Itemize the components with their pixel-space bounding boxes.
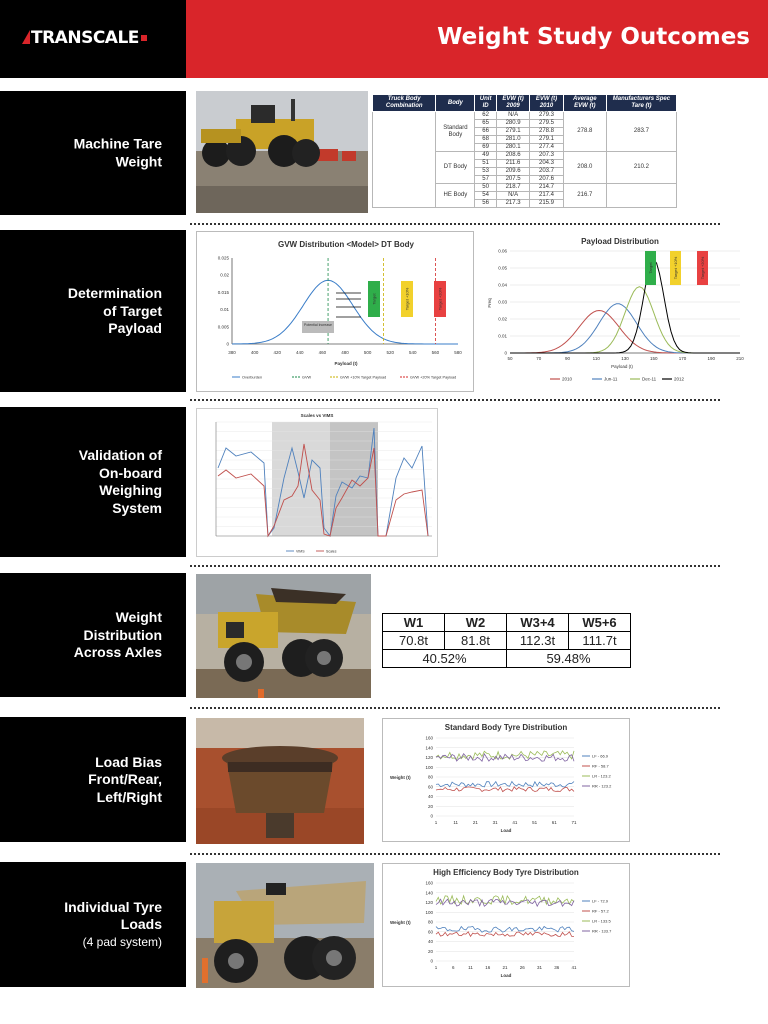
tare-cell-body: HE Body: [436, 184, 475, 208]
tare-cell: 207.6: [530, 176, 563, 184]
y-tick-label: 60: [427, 784, 433, 790]
tare-cell: 278.8: [530, 128, 563, 136]
y-tick-label: 160: [425, 735, 433, 741]
x-tick-label: 150: [649, 356, 658, 361]
y-tick-label: 0.06: [498, 248, 507, 254]
x-tick-label: 1: [434, 965, 438, 970]
x-tick-label: 11: [468, 965, 473, 970]
x-tick-label: 11: [453, 820, 459, 825]
tare-cell: 214.7: [530, 184, 563, 192]
divider: [190, 707, 720, 709]
row-label-text: Validation of On-board Weighing System: [78, 447, 162, 516]
chart-title: GVW Distribution <Model> DT Body: [278, 240, 414, 249]
y-axis-label: Weight (t): [390, 775, 411, 780]
row-label-text: Load Bias Front/Rear, Left/Right: [88, 753, 162, 805]
y-tick-label: 0.01: [498, 333, 507, 339]
x-tick-label: 6: [451, 965, 455, 970]
x-axis-label: Load: [500, 828, 512, 833]
annotation-label: Potential Increase: [303, 323, 333, 327]
x-tick-label: 50: [507, 356, 513, 361]
tare-cell: 280.1: [496, 144, 529, 152]
legend-label: 2010: [562, 376, 573, 382]
legend-label: VIMS: [296, 549, 305, 554]
x-tick-label: 110: [592, 356, 600, 361]
row-label-payload: [0, 230, 186, 392]
chart-frame: [383, 719, 630, 842]
logo-square-icon: [141, 35, 147, 41]
standard-body-tyre-chart: [382, 718, 630, 842]
series-line: [510, 304, 740, 353]
tare-col-unit: Unit ID: [475, 95, 496, 112]
y-tick-label: 0.05: [498, 265, 507, 271]
y-tick-label: 0: [430, 813, 433, 819]
y-tick-label: 120: [425, 900, 433, 905]
tare-cell-spec: 283.7: [606, 112, 676, 152]
tare-cell: 279.3: [530, 112, 563, 120]
axle-value-w34: 112.3t: [507, 632, 569, 650]
y-tick-label: 40: [427, 794, 433, 799]
tare-col-body: Body: [436, 95, 475, 112]
tare-cell-avg: 208.0: [563, 152, 606, 184]
header-logo-panel: [0, 0, 186, 78]
x-tick-label: 70: [536, 356, 542, 361]
tare-table: [372, 94, 677, 208]
tare-cell: 54: [475, 192, 496, 200]
y-tick-label: 60: [427, 929, 433, 935]
y-tick-label: 100: [425, 909, 433, 915]
x-tick-label: 460: [318, 350, 327, 355]
y-tick-label: 0.025: [217, 255, 229, 261]
tare-truck-photo: [196, 91, 368, 213]
y-tick-label: 80: [427, 919, 433, 925]
chart-frame: [197, 232, 474, 392]
axle-truck-photo: [196, 574, 371, 698]
tare-cell: 56: [475, 200, 496, 208]
y-tick-label: 120: [425, 755, 433, 760]
tare-col-evw2009: EVW (t) 2009: [496, 95, 529, 112]
x-tick-label: 31: [536, 965, 543, 970]
axle-header-w2: W2: [445, 614, 507, 632]
x-tick-label: 170: [678, 356, 687, 361]
tare-cell: 66: [475, 128, 496, 136]
tare-cell: 217.4: [530, 192, 563, 200]
legend-label: LR - 123.2: [592, 773, 611, 779]
y-tick-label: 0.03: [498, 299, 507, 305]
y-tick-label: 140: [425, 890, 433, 896]
legend-label: Dec-11: [642, 376, 657, 382]
axle-value-w1: 70.8t: [383, 632, 445, 650]
row-label-text: Weight Distribution Across Axles: [73, 608, 162, 660]
x-tick-label: 21: [502, 965, 508, 970]
tare-cell: 65: [475, 120, 496, 128]
y-tick-label: 20: [427, 948, 433, 954]
tare-cell: 207.5: [496, 176, 529, 184]
chart-title: High Efficiency Body Tyre Distribution: [433, 868, 579, 877]
x-tick-label: 130: [621, 356, 629, 361]
divider: [190, 223, 720, 225]
tare-cell: N/A: [496, 192, 529, 200]
tare-cell: 203.7: [530, 168, 563, 176]
tare-cell: 215.9: [530, 200, 563, 208]
x-tick-label: 31: [492, 820, 498, 825]
legend-label: LR - 133.5: [592, 918, 611, 924]
x-tick-label: 36: [554, 965, 560, 970]
legend-label: RR - 133.7: [592, 928, 612, 934]
y-tick-label: 100: [425, 764, 433, 770]
x-tick-label: 26: [519, 965, 525, 970]
legend-label: GVW: [302, 375, 312, 380]
y-tick-label: 0.005: [217, 324, 229, 330]
tare-col-evw2010: EVW (t) 2010: [530, 95, 563, 112]
payload-distribution-chart: [482, 231, 750, 389]
tare-cell: 62: [475, 112, 496, 120]
target-label: Target: [648, 262, 653, 274]
tare-cell: 57: [475, 176, 496, 184]
axle-header-w1: W1: [383, 614, 445, 632]
tare-cell: 53: [475, 168, 496, 176]
legend-label: Jun-11: [604, 376, 618, 382]
axle-split-front: 40.52%: [383, 650, 507, 668]
tare-cell: 279.1: [496, 128, 529, 136]
tare-table-row: [373, 112, 677, 120]
tare-cell: 50: [475, 184, 496, 192]
tare-cell: 69: [475, 144, 496, 152]
tare-cell: 204.3: [530, 160, 563, 168]
x-tick-label: 41: [512, 820, 518, 825]
tare-cell-body: DT Body: [436, 152, 475, 184]
target-label: Target +20%: [700, 256, 705, 280]
y-tick-label: 0.015: [217, 289, 229, 295]
tare-cell: 211.6: [496, 160, 529, 168]
legend-label: LF - 72.9: [592, 898, 609, 904]
tare-cell: 49: [475, 152, 496, 160]
scales-vs-vims-chart: [196, 408, 438, 557]
target-label: Target +20%: [437, 287, 443, 311]
tyre-truck-photo: [196, 863, 374, 988]
legend-label: GVW +20% Target Payload: [410, 375, 457, 380]
tare-cell-combination: [373, 112, 436, 208]
x-tick-label: 500: [363, 350, 372, 355]
tare-cell: 51: [475, 160, 496, 168]
y-tick-label: 0.02: [498, 316, 507, 322]
x-tick-label: 90: [564, 356, 571, 361]
legend-label: 2012: [674, 376, 685, 382]
y-axis-label: Weight (t): [390, 920, 411, 925]
tare-cell-spec: [606, 184, 676, 208]
y-tick-label: 0.04: [498, 282, 507, 288]
tare-col-avg: Average EVW (t): [563, 95, 606, 112]
row-label-load-bias: [0, 717, 186, 842]
tare-col-combination: Truck Body Combination: [373, 95, 436, 112]
x-tick-label: 210: [736, 356, 744, 361]
x-tick-label: 41: [571, 965, 577, 970]
row-label-tyre: [0, 862, 186, 987]
divider: [190, 565, 720, 567]
x-tick-label: 190: [707, 356, 716, 361]
tare-cell: 279.1: [530, 136, 563, 144]
chart-title: Payload Distribution: [581, 237, 659, 246]
series-line: [510, 287, 740, 353]
axle-header-w56: W5+6: [569, 614, 631, 632]
y-tick-label: 0.02: [220, 272, 229, 278]
x-tick-label: 560: [431, 350, 440, 355]
x-tick-label: 440: [296, 350, 304, 355]
divider: [190, 399, 720, 401]
tare-cell: 208.6: [496, 152, 529, 160]
tare-cell: 281.0: [496, 136, 529, 144]
page-title: Weight Study Outcomes: [437, 24, 750, 50]
series-line: [510, 311, 740, 354]
y-tick-label: 0: [504, 350, 507, 356]
tare-cell-body: Standard Body: [436, 112, 475, 152]
legend-label: GVW +10% Target Payload: [340, 375, 387, 380]
row-label-text: Determination of Target Payload: [67, 284, 162, 336]
tare-cell-spec: 210.2: [606, 152, 676, 184]
divider: [190, 853, 720, 855]
legend-label: RR - 123.2: [592, 783, 612, 789]
tare-cell: 207.3: [530, 152, 563, 160]
axle-header-w34: W3+4: [507, 614, 569, 632]
tare-cell-avg: 278.8: [563, 112, 606, 152]
x-tick-label: 480: [341, 350, 349, 355]
axle-value-w2: 81.8t: [445, 632, 507, 650]
tare-cell: 218.7: [496, 184, 529, 192]
y-tick-label: 20: [427, 803, 433, 809]
tare-cell: N/A: [496, 112, 529, 120]
x-tick-label: 420: [273, 350, 281, 355]
y-tick-label: 0: [430, 958, 433, 964]
row-label-axles: [0, 573, 186, 697]
x-tick-label: 61: [551, 820, 557, 825]
tare-cell: 68: [475, 136, 496, 144]
transcale-logo: TRANSCALE: [22, 28, 147, 48]
x-tick-label: 520: [386, 350, 394, 355]
y-tick-label: 160: [425, 880, 433, 886]
legend-label: Overburden: [242, 375, 263, 380]
tare-cell: 217.3: [496, 200, 529, 208]
x-tick-label: 380: [228, 350, 236, 355]
he-body-tyre-chart: [382, 863, 630, 987]
row-label-text: Individual Tyre Loads (4 pad system): [64, 898, 162, 949]
row-label-text: Machine Tare Weight: [73, 135, 162, 169]
target-label: Target +10%: [673, 256, 678, 280]
x-axis-label: Payload (t): [334, 361, 358, 366]
gvw-distribution-chart: [196, 231, 474, 392]
load-bias-photo: [196, 718, 364, 844]
x-tick-label: 1: [434, 820, 438, 825]
y-tick-label: 0.01: [220, 307, 229, 313]
chart-title: Scales vs VIMS: [300, 413, 334, 418]
x-tick-label: 580: [454, 350, 462, 355]
x-tick-label: 540: [409, 350, 417, 355]
legend-label: RF - 58.7: [592, 763, 609, 769]
axle-weight-table: [382, 613, 631, 668]
row-label-validation: [0, 407, 186, 557]
x-tick-label: 71: [571, 820, 577, 825]
legend-label: Scales: [326, 549, 337, 554]
tare-cell: 280.9: [496, 120, 529, 128]
x-tick-label: 21: [472, 820, 478, 825]
target-label: Target: [371, 293, 377, 305]
y-tick-label: 0: [226, 341, 229, 347]
target-label: Target +10%: [404, 287, 410, 311]
axle-value-w56: 111.7t: [569, 632, 631, 650]
y-tick-label: 80: [427, 774, 433, 780]
axle-split-rear: 59.48%: [507, 650, 631, 668]
x-axis-label: Payload (t): [611, 364, 633, 369]
row-label-tare: [0, 91, 186, 215]
tare-cell: 209.6: [496, 168, 529, 176]
x-axis-label: Load: [500, 973, 512, 978]
x-tick-label: 400: [250, 350, 259, 355]
y-tick-label: 140: [425, 745, 433, 751]
tare-cell-avg: 216.7: [563, 184, 606, 208]
chart-title: Standard Body Tyre Distribution: [444, 723, 568, 732]
logo-triangle-icon: [22, 30, 30, 44]
tare-cell: 277.4: [530, 144, 563, 152]
tare-col-spec: Manufacturers Spec Tare (t): [606, 95, 676, 112]
legend-label: RF - 57.2: [592, 908, 609, 914]
x-tick-label: 51: [532, 820, 538, 825]
tare-cell: 279.5: [530, 120, 563, 128]
y-axis-label: Freq: [487, 298, 492, 308]
x-tick-label: 16: [485, 965, 491, 970]
legend-label: LF - 66.9: [592, 753, 609, 759]
y-tick-label: 40: [427, 939, 433, 944]
